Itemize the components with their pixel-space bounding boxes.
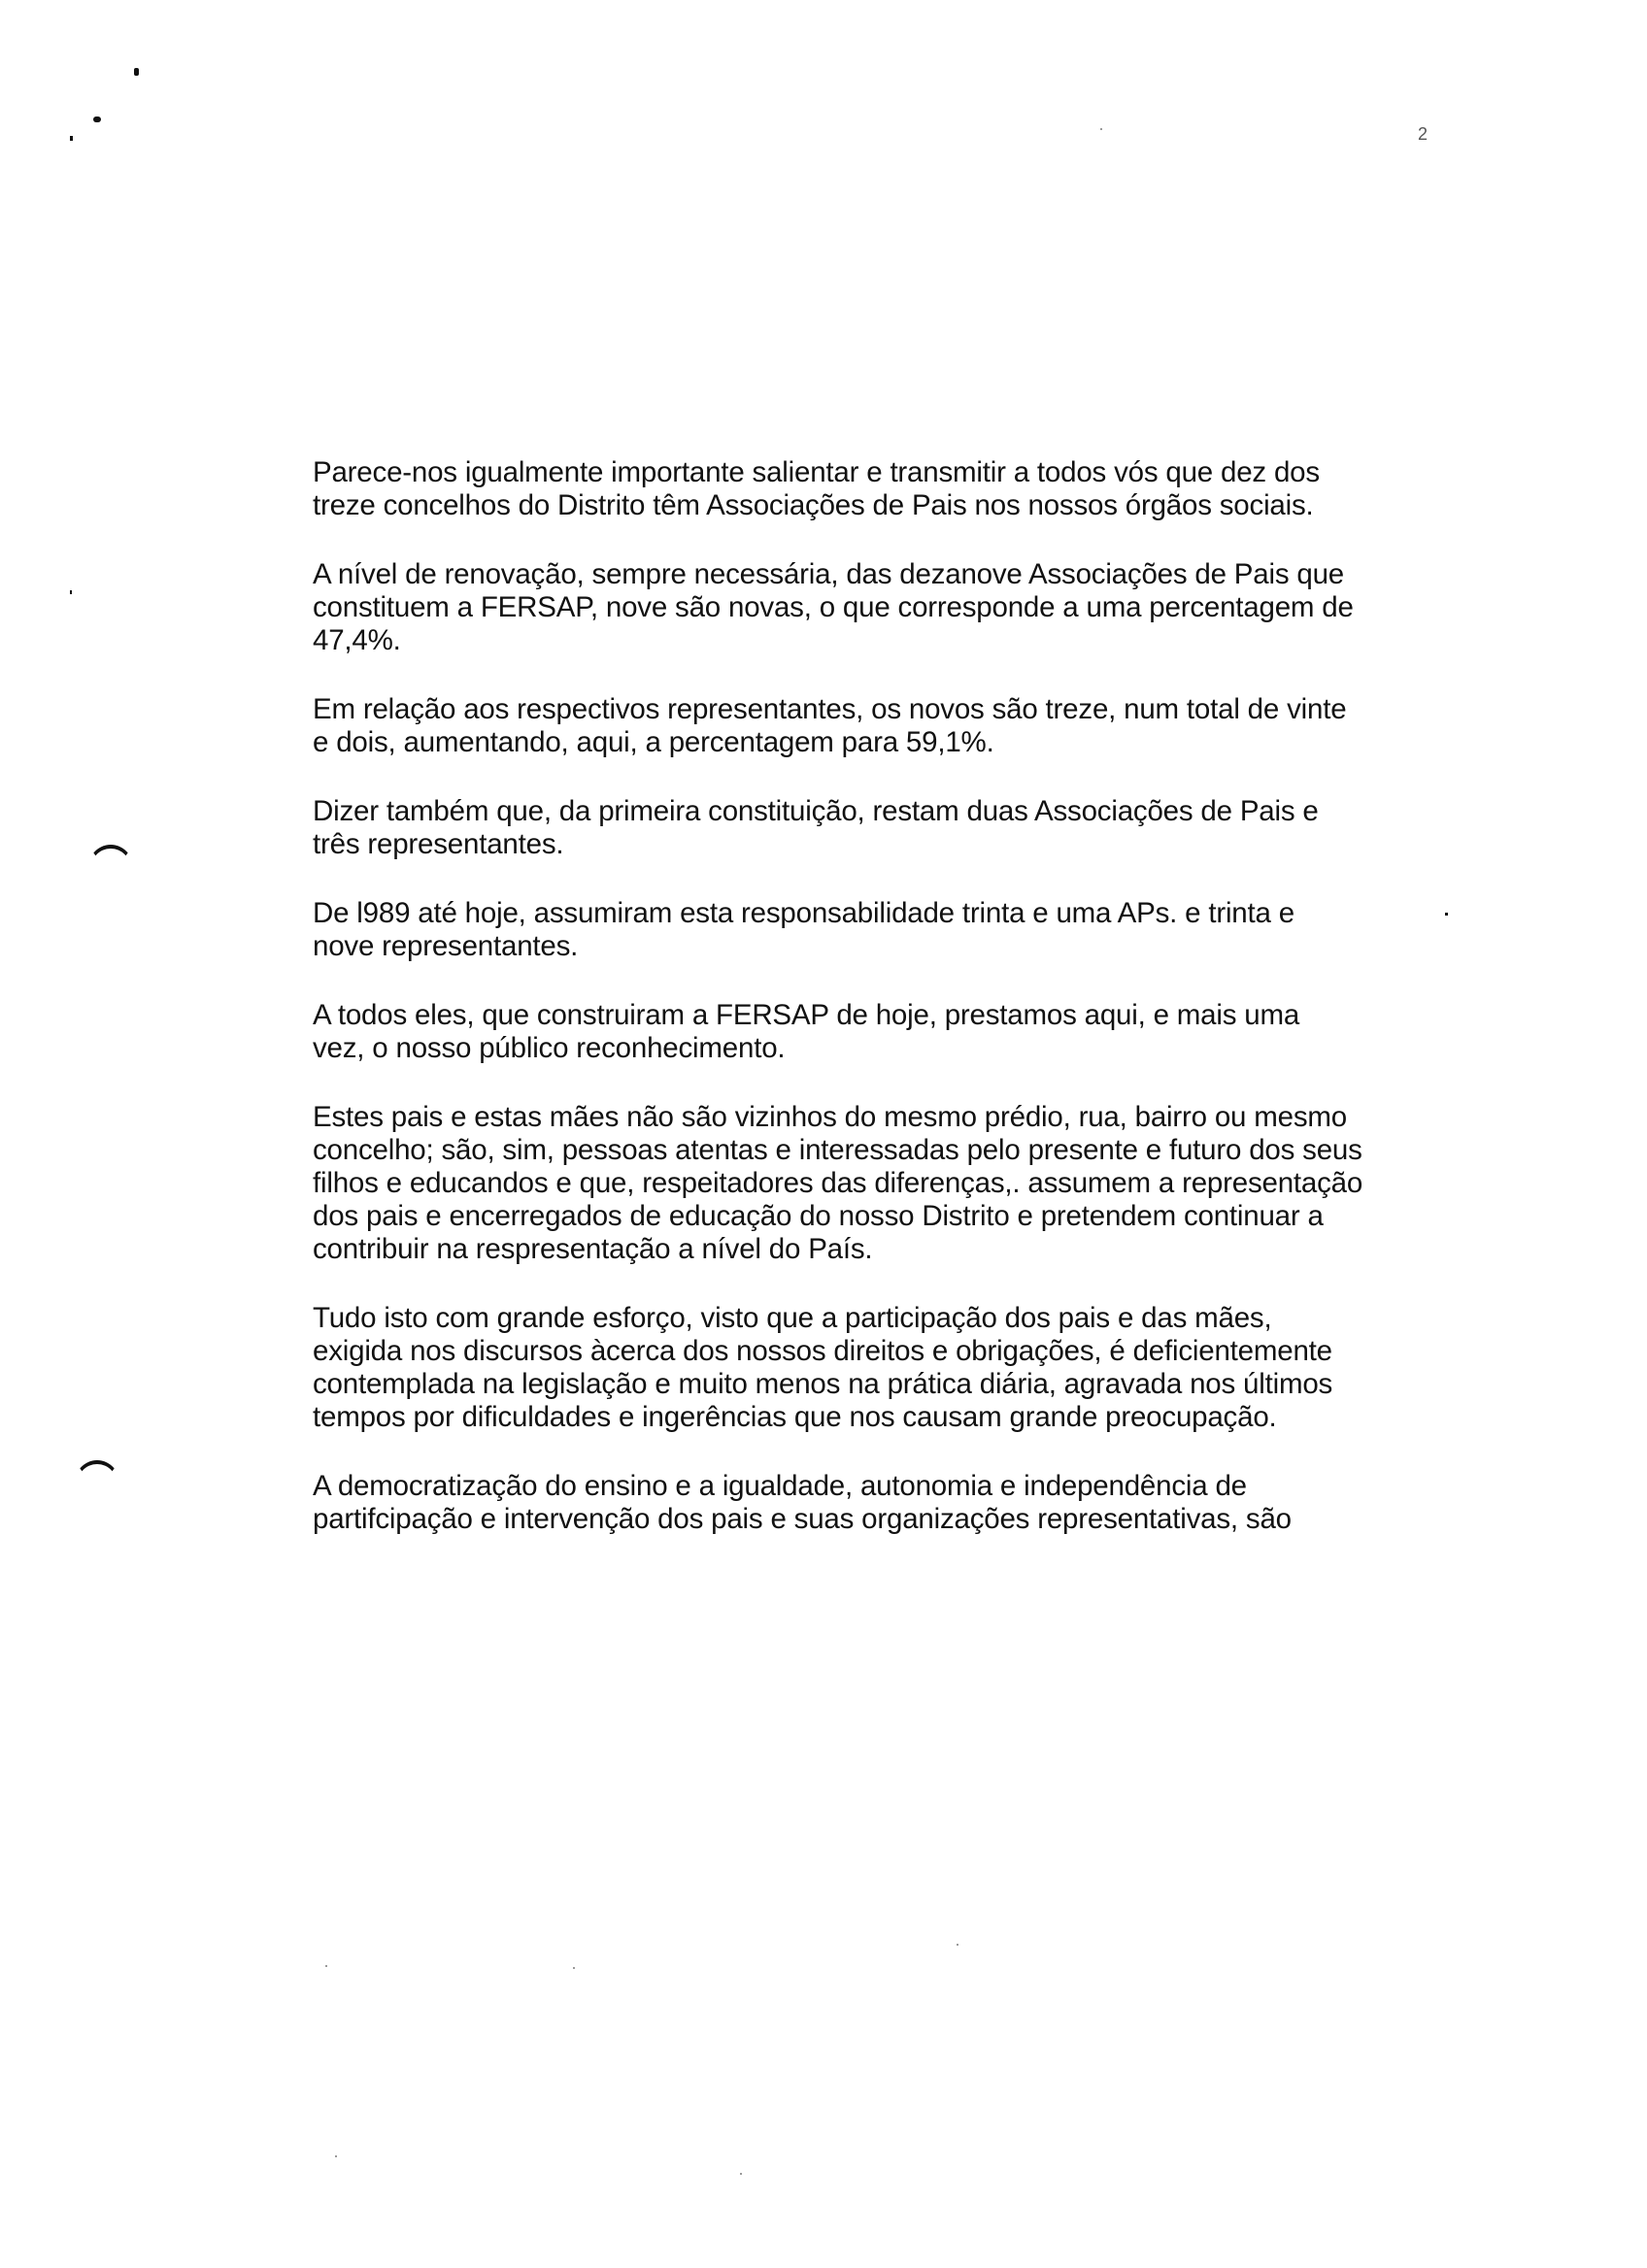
scan-artifact-speck	[573, 1967, 575, 1969]
text-line: A todos eles, que construiram a FERSAP de hoje, prestamos aqui, e mais uma	[313, 999, 1300, 1031]
text-line: concelho; são, sim, pessoas atentas e interessadas pelo presente e futuro dos seus	[313, 1134, 1362, 1166]
text-line: Em relação aos respectivos representantes, os novos são treze, num total de vinte	[313, 693, 1347, 725]
scan-artifact-speck	[740, 2173, 742, 2175]
scan-artifact-dot	[70, 590, 72, 594]
text-line: treze concelhos do Distrito têm Associações de Pais nos nossos órgãos sociais.	[313, 489, 1314, 521]
text-line: constituem a FERSAP, nove são novas, o que corresponde a uma percentagem de	[313, 591, 1354, 623]
paragraph	[313, 456, 1420, 522]
text-line: nove representantes.	[313, 930, 579, 962]
page-number: 2	[1418, 124, 1429, 144]
scan-artifact-dot	[70, 136, 73, 141]
text-line: Dizer também que, da primeira constituição, restam duas Associações de Pais e	[313, 795, 1319, 827]
scan-artifact-dot	[1445, 913, 1448, 916]
text-line: tempos por dificuldades e ingerências que nos causam grande preocupação.	[313, 1401, 1277, 1433]
document-body	[313, 456, 1420, 1572]
paragraph	[313, 558, 1420, 657]
text-line: A democratização do ensino e a igualdade, autonomia e independência de	[313, 1470, 1247, 1502]
text-line: exigida nos discursos àcerca dos nossos direitos e obrigações, é deficientemente	[313, 1335, 1332, 1367]
text-line: Estes pais e estas mães não são vizinhos do mesmo prédio, rua, bairro ou mesmo	[313, 1101, 1347, 1133]
paragraph	[313, 693, 1420, 759]
scan-artifact-dot	[134, 68, 139, 76]
text-line: e dois, aumentando, aqui, a percentagem para 59,1%.	[313, 726, 994, 758]
text-line: filhos e educandos e que, respeitadores das diferenças,. assumem a representação	[313, 1167, 1363, 1199]
scan-artifact-speck	[1100, 128, 1102, 130]
text-line: partifcipação e intervenção dos pais e suas organizações representativas, são	[313, 1503, 1292, 1535]
paragraph	[313, 999, 1420, 1065]
text-line: contemplada na legislação e muito menos na prática diária, agravada nos últimos	[313, 1368, 1333, 1400]
text-line: A nível de renovação, sempre necessária, das dezanove Associações de Pais que	[313, 558, 1345, 590]
text-line: três representantes.	[313, 828, 564, 860]
scan-artifact-arc	[87, 845, 134, 870]
paragraph	[313, 795, 1420, 861]
scan-artifact-speck	[335, 2155, 337, 2157]
text-line: Tudo isto com grande esforço, visto que a participação dos pais e das mães,	[313, 1302, 1272, 1334]
paragraph	[313, 897, 1420, 963]
paragraph	[313, 1101, 1420, 1266]
text-line: De l989 até hoje, assumiram esta responsabilidade trinta e uma APs. e trinta e	[313, 897, 1294, 929]
text-line: contribuir na respresentação a nível do País.	[313, 1233, 873, 1265]
scan-artifact-dot	[93, 117, 101, 122]
text-line: Parece-nos igualmente importante salientar e transmitir a todos vós que dez dos	[313, 456, 1320, 488]
paragraph	[313, 1470, 1420, 1536]
scan-artifact-speck	[325, 1965, 327, 1967]
text-line: dos pais e encerregados de educação do nosso Distrito e pretendem continuar a	[313, 1200, 1324, 1232]
scan-artifact-arc	[74, 1460, 120, 1485]
text-line: vez, o nosso público reconhecimento.	[313, 1032, 786, 1064]
paragraph	[313, 1302, 1420, 1434]
scan-artifact-speck	[957, 1944, 958, 1946]
text-line: 47,4%.	[313, 624, 401, 656]
